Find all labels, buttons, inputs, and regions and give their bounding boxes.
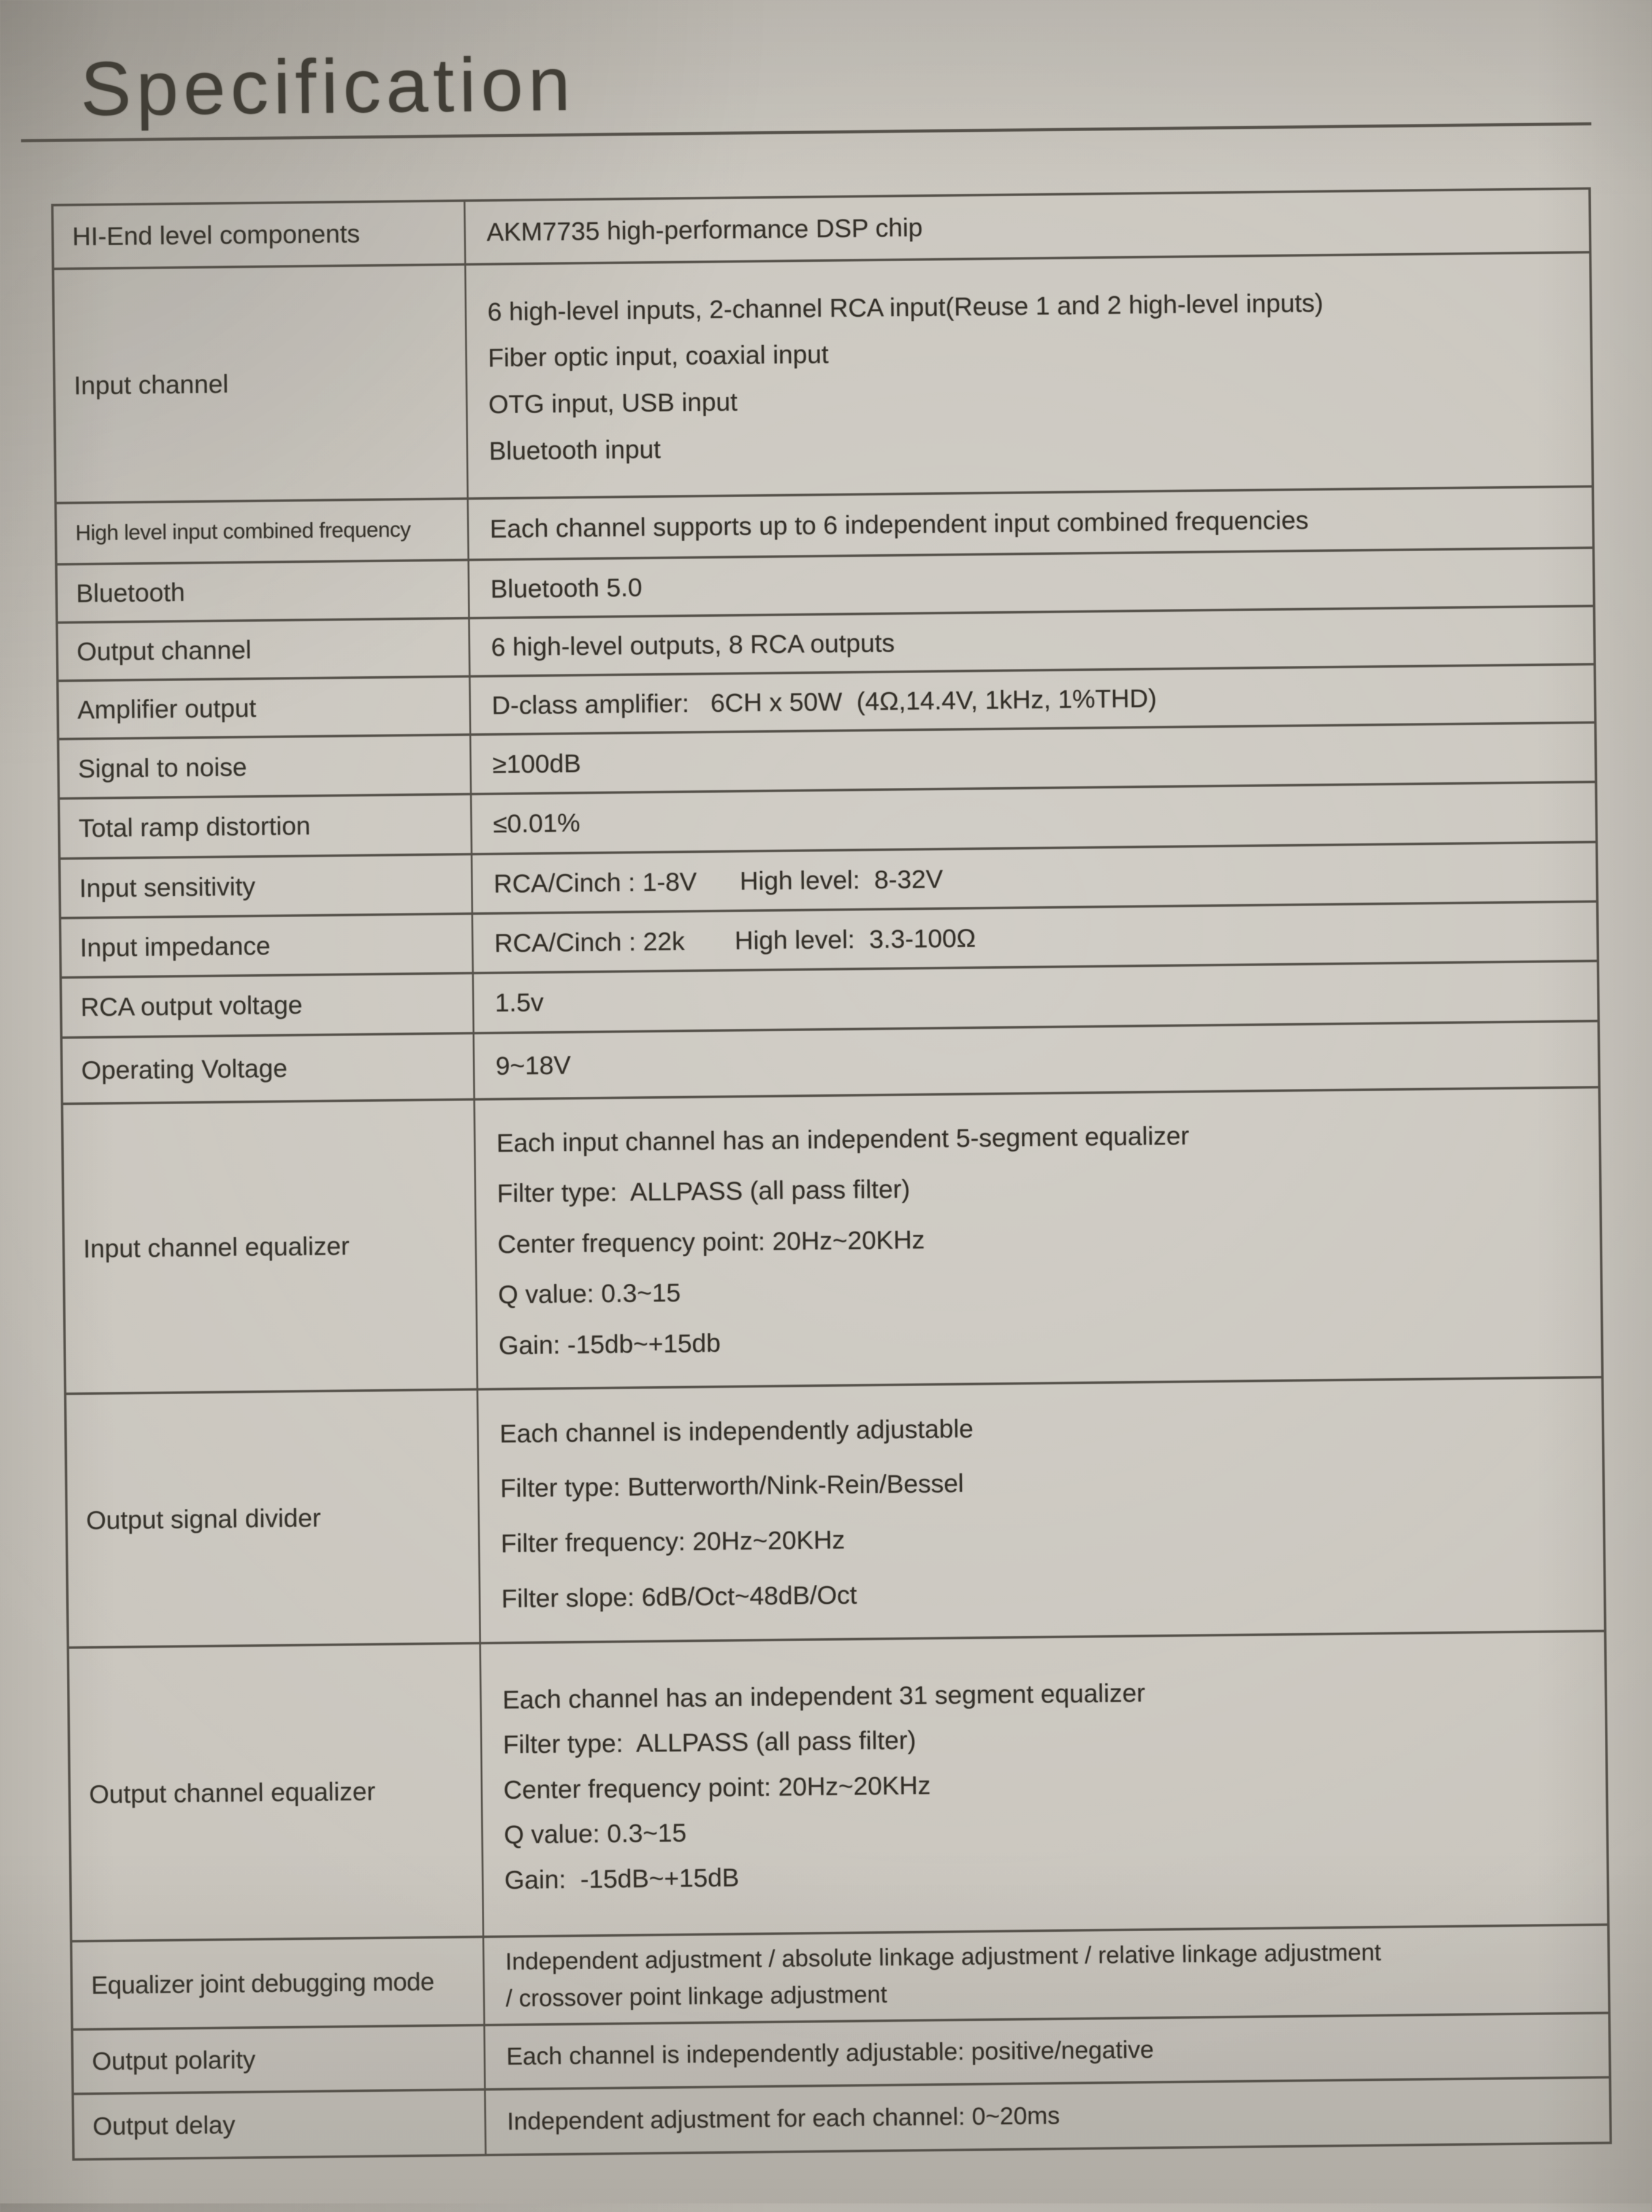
spec-value-line: Each channel supports up to 6 independent input combined frequencies bbox=[489, 505, 1309, 544]
spec-value-line: Center frequency point: 20Hz~20KHz bbox=[497, 1224, 925, 1259]
spec-value-line: 9~18V bbox=[495, 1050, 571, 1081]
spec-value bbox=[478, 1378, 1604, 1642]
spec-value-line: Independent adjustment for each channel: 0~20ms bbox=[506, 2102, 1060, 2135]
spec-value bbox=[471, 723, 1595, 793]
spec-value-line: Fiber optic input, coaxial input bbox=[487, 340, 829, 373]
spec-label: Operating Voltage bbox=[63, 1034, 475, 1102]
spec-value-line: Q value: 0.3~15 bbox=[503, 1818, 687, 1850]
spec-value-line: Gain: -15dB~+15dB bbox=[504, 1863, 740, 1894]
spec-value-line: Bluetooth input bbox=[489, 434, 661, 465]
page-title: Specification bbox=[80, 42, 576, 132]
spec-label: Total ramp distortion bbox=[60, 795, 473, 857]
spec-value bbox=[469, 487, 1593, 559]
spec-value-line: Filter type: ALLPASS (all pass filter) bbox=[503, 1725, 916, 1759]
spec-label: Equalizer joint debugging mode bbox=[72, 1938, 485, 2028]
spec-label: Input sensitivity bbox=[61, 855, 473, 917]
spec-value-line: 1.5v bbox=[495, 988, 544, 1018]
spec-value-line: Each channel is independently adjustable: positive/negative bbox=[506, 2036, 1154, 2070]
spec-value bbox=[485, 2014, 1609, 2088]
spec-value bbox=[472, 783, 1596, 853]
spec-label: Output delay bbox=[74, 2091, 487, 2158]
spec-label: Input channel bbox=[54, 265, 468, 502]
spec-label: Input impedance bbox=[61, 915, 474, 976]
spec-value-line: OTG input, USB input bbox=[488, 387, 738, 419]
spec-value-line: Center frequency point: 20Hz~20KHz bbox=[503, 1770, 931, 1804]
spec-value bbox=[474, 962, 1597, 1032]
spec-table bbox=[51, 187, 1612, 2161]
spec-value-line: AKM7735 high-performance DSP chip bbox=[486, 213, 923, 247]
spec-value-line: RCA/Cinch : 22k High level: 3.3-100Ω bbox=[494, 923, 976, 958]
spec-value bbox=[474, 1022, 1598, 1098]
spec-value bbox=[473, 843, 1596, 912]
spec-label: Input channel equalizer bbox=[63, 1100, 478, 1392]
spec-value-line: Filter type: ALLPASS (all pass filter) bbox=[497, 1174, 910, 1208]
spec-value-line: Q value: 0.3~15 bbox=[498, 1278, 681, 1310]
spec-value bbox=[484, 1926, 1608, 2024]
spec-label: Output channel bbox=[58, 619, 471, 679]
spec-value-line: ≥100dB bbox=[492, 749, 581, 779]
spec-label: Signal to noise bbox=[59, 736, 472, 797]
spec-value-line: / crossover point linkage adjustment bbox=[505, 1981, 888, 2012]
spec-value bbox=[486, 2078, 1610, 2154]
spec-row bbox=[54, 251, 1591, 502]
spec-value-line: RCA/Cinch : 1-8V High level: 8-32V bbox=[493, 864, 943, 898]
spec-value-line: Filter slope: 6dB/Oct~48dB/Oct bbox=[501, 1580, 858, 1613]
spec-value bbox=[465, 189, 1589, 263]
spec-label: Output channel equalizer bbox=[69, 1644, 484, 1940]
spec-value-line: Gain: -15db~+15db bbox=[498, 1328, 721, 1360]
spec-label: High level input combined frequency bbox=[57, 500, 470, 563]
spec-value-line: D-class amplifier: 6CH x 50W (4Ω,14.4V, 1kHz, 1%THD) bbox=[491, 683, 1157, 720]
spec-value-line: Each channel is independently adjustable bbox=[499, 1414, 974, 1448]
spec-value-line: ≤0.01% bbox=[493, 808, 580, 839]
spec-value-line: 6 high-level inputs, 2-channel RCA input(Reuse 1 and 2 high-level inputs) bbox=[487, 288, 1323, 326]
spec-label: Output signal divider bbox=[66, 1390, 481, 1646]
spec-value-line: Each input channel has an independent 5-segment equalizer bbox=[496, 1121, 1190, 1157]
spec-label: Bluetooth bbox=[58, 561, 470, 621]
spec-value-line: Independent adjustment / absolute linkage adjustment / relative linkage adjustment bbox=[505, 1939, 1382, 1975]
spec-label: Output polarity bbox=[74, 2026, 486, 2092]
spec-row bbox=[66, 1376, 1604, 1646]
spec-value-line: Each channel has an independent 31 segment equalizer bbox=[502, 1678, 1146, 1714]
spec-value bbox=[466, 253, 1591, 497]
spec-label: HI-End level components bbox=[53, 202, 466, 267]
spec-value-line: Bluetooth 5.0 bbox=[490, 572, 642, 603]
spec-value-line: Filter type: Butterworth/Nink-Rein/Bessel bbox=[500, 1469, 964, 1503]
spec-value-line: 6 high-level outputs, 8 RCA outputs bbox=[490, 628, 895, 662]
spec-row bbox=[63, 1086, 1601, 1392]
spec-value bbox=[475, 1088, 1601, 1388]
spec-label: Amplifier output bbox=[59, 677, 471, 738]
spec-label: RCA output voltage bbox=[62, 974, 474, 1036]
spec-value bbox=[481, 1632, 1607, 1935]
spec-row bbox=[72, 1923, 1608, 2028]
spec-value-line: Filter frequency: 20Hz~20KHz bbox=[500, 1525, 845, 1558]
spec-value bbox=[473, 902, 1597, 972]
spec-row bbox=[69, 1630, 1607, 1940]
